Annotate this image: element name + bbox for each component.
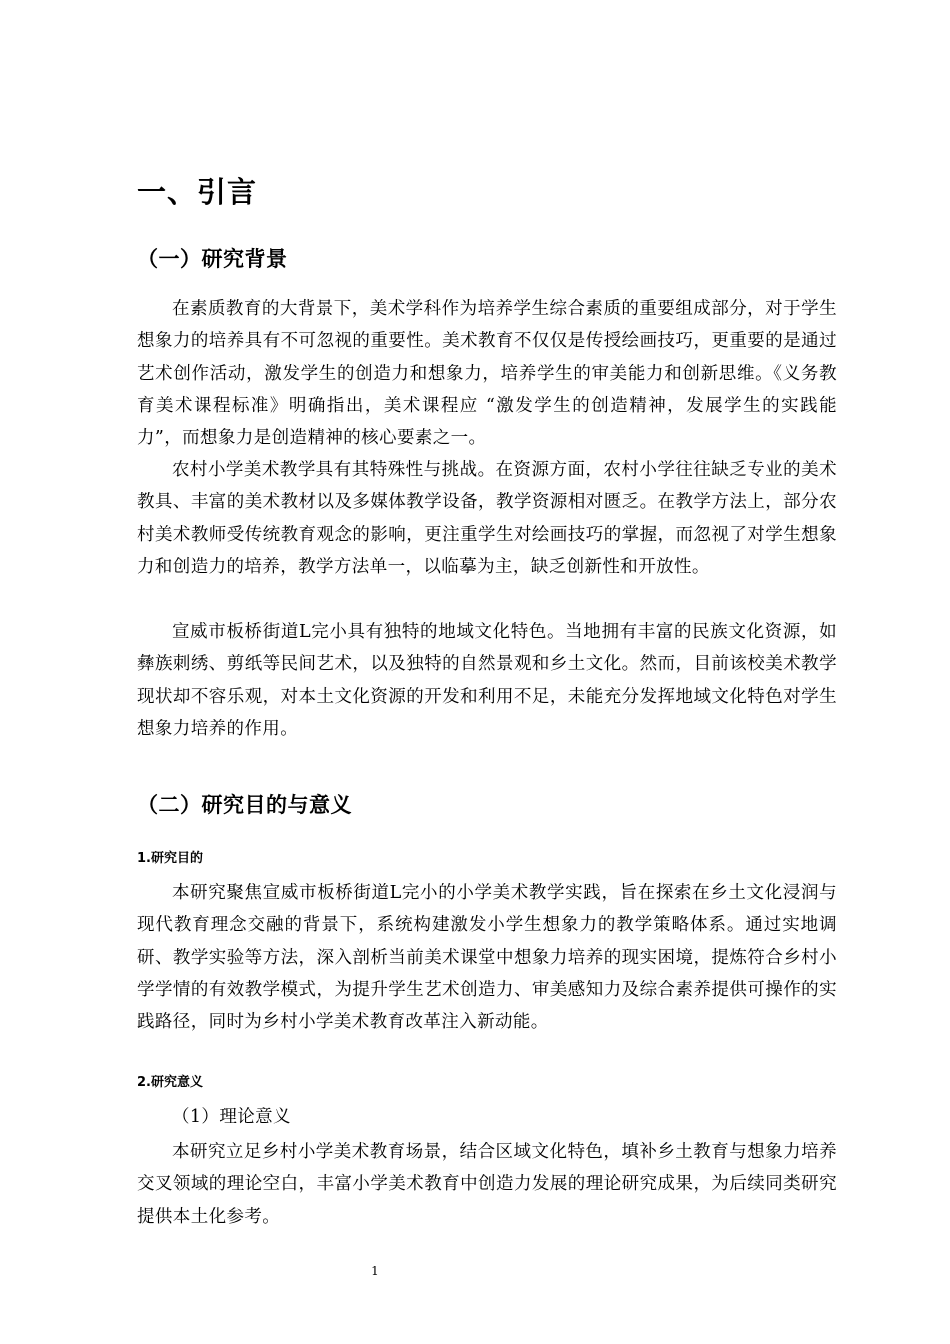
section-heading-background: （一）研究背景	[137, 247, 288, 271]
paragraph-background-3: 宣威市板桥街道L完小具有独特的地域文化特色。当地拥有丰富的民族文化资源，如彝族刺绣、剪纸等民间艺术，以及独特的自然景观和乡土文化。然而，目前该校美术教学现状却不容乐观，对本土文化资源的开发和利用不足，未能充分发挥地域文化特色对学生想象力培养的作用。	[137, 622, 837, 739]
section-heading-purpose: （二）研究目的与意义	[137, 793, 352, 817]
chapter-title: 一、引言	[137, 175, 258, 209]
paragraph-background-1: 在素质教育的大背景下，美术学科作为培养学生综合素质的重要组成部分，对于学生想象力的培养具有不可忽视的重要性。美术教育不仅仅是传授绘画技巧，更重要的是通过艺术创作活动，激发学生的创造力和想象力，培养学生的审美能力和创新思维。《义务教育美术课程标准》明确指出，美术课程应 “激发学生的创造精神，发展学生的实践能力”，而想象力是创造精神的核心要素之一。	[137, 299, 837, 449]
page-number: 1	[371, 1264, 379, 1278]
subsection-heading-purpose: 1.研究目的	[137, 851, 203, 866]
theory-label: （1）理论意义	[172, 1107, 291, 1127]
paragraph-background-2: 农村小学美术教学具有其特殊性与挑战。在资源方面，农村小学往往缺乏专业的美术教具、丰富的美术教材以及多媒体教学设备，教学资源相对匮乏。在教学方法上，部分农村美术教师受传统教育观念的影响，更注重学生对绘画技巧的掌握，而忽视了对学生想象力和创造力的培养，教学方法单一，以临摹为主，缺乏创新性和开放性。	[137, 460, 837, 577]
subsection-heading-significance: 2.研究意义	[137, 1075, 203, 1090]
paragraph-purpose: 本研究聚焦宣威市板桥街道L完小的小学美术教学实践，旨在探索在乡土文化浸润与现代教育理念交融的背景下，系统构建激发小学生想象力的教学策略体系。通过实地调研、教学实验等方法，深入剖析当前美术课堂中想象力培养的现实困境，提炼符合乡村小学学情的有效教学模式，为提升学生艺术创造力、审美感知力及综合素养提供可操作的实践路径，同时为乡村小学美术教育改革注入新动能。	[137, 883, 837, 1033]
paragraph-theory: 本研究立足乡村小学美术教育场景，结合区域文化特色，填补乡土教育与想象力培养交叉领域的理论空白，丰富小学美术教育中创造力发展的理论研究成果，为后续同类研究提供本土化参考。	[137, 1142, 837, 1227]
